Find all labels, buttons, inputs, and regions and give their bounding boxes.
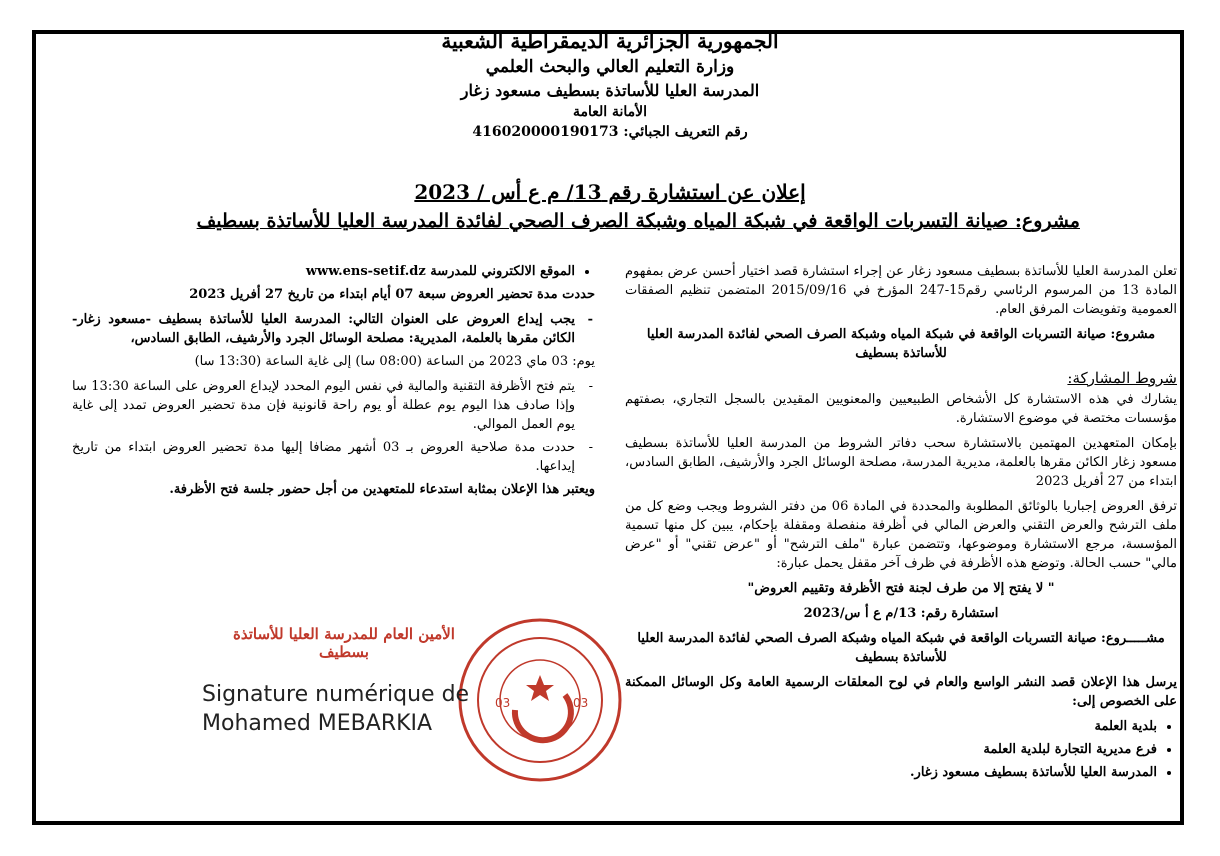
secretariat-title: الأمانة العامة [572, 104, 648, 120]
list-item: • فرع مديرية التجارة لبلدية العلمة [625, 740, 1157, 759]
deposit-date: يوم: 03 ماي 2023 من الساعة (08:00 سا) إلى غاية الساعة (13:30 سا) [194, 354, 595, 369]
consult-reference: استشارة رقم: 13/م ع أ س/2023 [803, 606, 999, 621]
list-item: • المدرسة العليا للأساتذة بسطيف مسعود زغار. [625, 763, 1157, 782]
details-list-2 [72, 310, 595, 348]
digital-signature [202, 680, 502, 738]
republic-title: الجمهورية الجزائرية الديمقراطية الشعبية [441, 29, 779, 53]
letterhead [0, 28, 1220, 142]
school-title: المدرسة العليا للأساتذة بسطيف مسعود زغار [460, 81, 760, 100]
stamp-number: 03 [573, 696, 589, 710]
details-list [72, 262, 595, 281]
prep-duration: حددت مدة تحضير العروض سبعة 07 أيام ابتداء من تاريخ 27 أفريل 2023 [189, 287, 595, 302]
opening-info: - يتم فتح الأظرفة التقنية والمالية في نفس اليوم المحدد لإيداع العروض على الساعة 13:30 سا وإذا صادف هذا اليوم يوم عطلة أو يوم راحة قانونية فإن مدة تحضير العروض تمدد إلى غاية يوم العمل الموالي. [72, 377, 575, 434]
signatory-title: الأمين العام للمدرسة العليا للأساتذة بسطيف [233, 625, 455, 661]
details-list-3 [72, 377, 595, 476]
validity-info: - حددت مدة صلاحية العروض بـ 03 أشهر مضافا إليها مدة تحضير العروض ابتداء من تاريخ إيداعها. [72, 438, 575, 476]
tax-id: رقم التعريف الجبائي: 416020000190173 [472, 124, 748, 140]
invitation-line: ويعتبر هذا الإعلان بمثابة استدعاء للمتعهدين من أجل حضور جلسة فتح الأظرفة. [169, 482, 595, 497]
list-item: • بلدية العلمة [625, 717, 1157, 736]
right-column [625, 262, 1177, 786]
withdraw-paragraph: بإمكان المتعهدين المهتمين بالاستشارة سحب دفاتر الشروط من المدرسة العليا للأساتذة بسطيف مسعود زغار الكائن مقرها بالعلمة، مديرية المدرسة، مصلحة الوسائل الجرد والأرشيف، الطابق السادس، ابتداء من 27 أفريل 2023 [625, 436, 1177, 489]
stamp-number: 03 [495, 696, 511, 710]
website-line: • الموقع الالكتروني للمدرسة www.ens-setif.dz [72, 262, 575, 281]
intro-paragraph: تعلن المدرسة العليا للأساتذة بسطيف مسعود زغار عن إجراء استشارة قصد اختيار أحسن عرض بمفهوم المادة 13 من المرسوم الرئاسي رقم15-247 المؤرخ في 2015/09/16 المتضمن تنظيم الصفقات العمومية وتفويضات المرفق العام. [625, 264, 1177, 317]
project-title: مشروع: صيانة التسربات الواقعة في شبكة المياه وشبكة الصرف الصحي لفائدة المدرسة العليا للأساتذة بسطيف [196, 210, 1080, 232]
project-paragraph: مشروع: صيانة التسربات الواقعة في شبكة المياه وشبكة الصرف الصحي لفائدة المدرسة العليا للأساتذة بسطيف [646, 327, 1156, 361]
left-column [72, 262, 595, 505]
deposit-address: - يجب إيداع العروض على العنوان التالي: المدرسة العليا للأساتذة بسطيف -مسعود زغار- الكائن مقرها بالعلمة، المديرية: مصلحة الوسائل الجرد والأرشيف، الطابق السادس، [72, 310, 575, 348]
project-reference: مشـــــروع: صيانة التسربات الواقعة في شبكة المياه وشبكة الصرف الصحي لفائدة المدرسة العليا للأساتذة بسطيف [637, 631, 1165, 665]
conditions-heading: شروط المشاركة: [1067, 369, 1177, 387]
ministry-title: وزارة التعليم العالي والبحث العلمي [485, 57, 735, 77]
conditions-paragraph: يشارك في هذه الاستشارة كل الأشخاص الطبيعيين والمعنويين المقيدين بالسجل التجاري، بصفتهم مؤسسات مختصة في موضوع الاستشارة. [625, 392, 1177, 426]
publish-paragraph: يرسل هذا الإعلان قصد النشر الواسع والعام في لوح المعلقات الرسمية العامة وكل الوسائل الممكنة على الخصوص إلى: [625, 675, 1177, 709]
signature-line-2: Mohamed MEBARKIA [202, 711, 433, 736]
announcement-title: إعلان عن استشارة رقم 13/ م ع أس / 2023 [414, 180, 806, 204]
envelope-quote: " لا يفتح إلا من طرف لجنة فتح الأظرفة وتقييم العروض" [747, 581, 1055, 596]
envelope-paragraph: ترفق العروض إجباريا بالوثائق المطلوبة والمحددة في المادة 06 من دفتر الشروط ويجب وضع كل من ملف الترشح والعرض التقني والعرض المالي في أظرفة منفصلة ومقفلة بإحكام، يبين كل منها تسمية المؤسسة، مرجع الاستشارة وموضوعها، وتتضمن عبارة "ملف الترشح" أو "عرض تقني" أو "عرض مالي" حسب الحالة. وتوضع هذه الأظرفة في ظرف آخر مقفل يحمل عبارة: [625, 499, 1177, 571]
recipient-list [625, 717, 1177, 782]
signature-line-1: Signature numérique de [202, 682, 470, 707]
